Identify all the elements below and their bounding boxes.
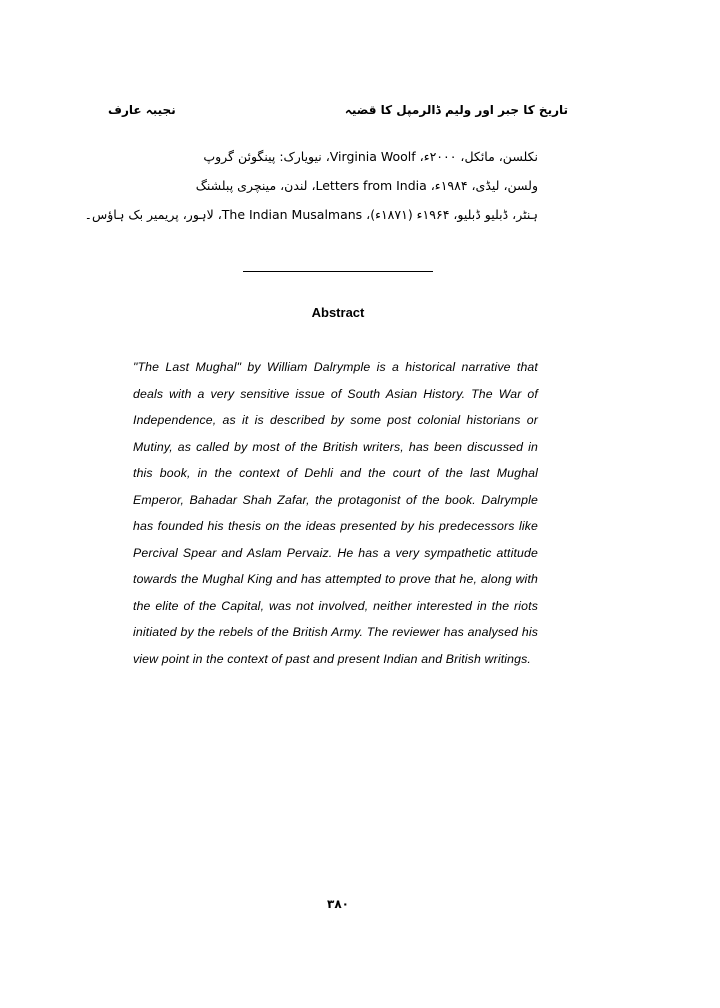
abstract-body: "The Last Mughal" by William Dalrymple is a historical narrative that deals with a very sensitive issue of South Asian History. The War of Independence, as it is described by some post colonial historians or Mutiny, as called by most of the British writers, has been discussed in this book, in the context of Dehli and the court of the last Mughal Emperor, Bahadar Shah Zafar, the protagonist of the book. Dalrymple has founded his thesis on the ideas presented by his predecessors like Percival Spear and Aslam Pervaiz. He has a very sympathetic attitude towards the Mughal King and has attempted to prove that he, along with the elite of the Capital, was not involved, neither interested in the riots initiated by the rebels of the British Army. The reviewer has analysed his view point in the context of past and present Indian and British writings. xyxy=(133,360,538,666)
reference-item: ہنٹر، ڈبلیو ڈبلیو، ۱۹۶۴ء (۱۸۷۱ء)، The Indian Musalmans، لاہور، پریمیر بک ہاؤس۔ xyxy=(84,207,538,222)
reference-item: ولسن، لیڈی، ۱۹۸۴ء، Letters from India، لندن، مینچری پبلشنگ xyxy=(195,178,538,193)
reference-item: نکلسن، مائکل، ۲۰۰۰ء، Virginia Woolf، نیویارک: پینگوئن گروپ xyxy=(203,149,538,164)
header-author: نجیبہ عارف xyxy=(108,103,176,117)
header-title: تاریخ کا جبر اور ولیم ڈالرمپل کا قضیہ xyxy=(344,103,568,117)
abstract-title: Abstract xyxy=(311,305,365,320)
section-divider xyxy=(243,271,433,272)
running-header xyxy=(108,103,568,123)
page-number: ۳۸۰ xyxy=(327,897,349,911)
reference-list xyxy=(84,146,538,233)
